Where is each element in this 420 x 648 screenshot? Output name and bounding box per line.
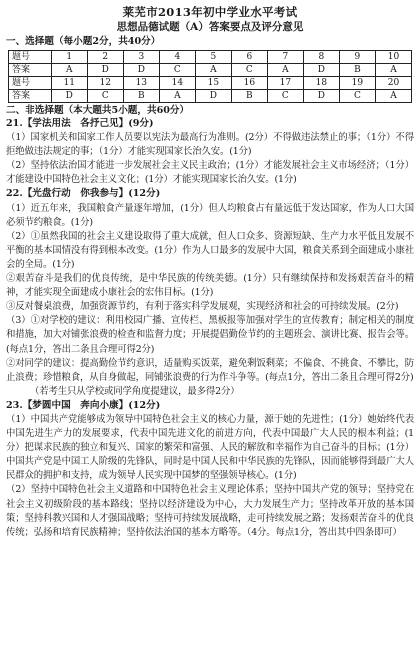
section2-heading: 二、非选择题（本大题共5小题，共60分） xyxy=(6,105,190,116)
row-label: 答案 xyxy=(9,90,52,103)
question-number: 7 xyxy=(267,51,303,64)
answer-row xyxy=(9,64,412,77)
answer-row xyxy=(9,90,412,103)
number-row xyxy=(9,77,412,90)
answer-cell: A xyxy=(159,90,195,103)
exam-title: 莱芜市2013年初中学业水平考试 xyxy=(122,5,298,19)
question-number: 12 xyxy=(87,77,123,90)
answer-cell: C xyxy=(339,90,375,103)
question-number: 20 xyxy=(375,77,411,90)
question-number: 18 xyxy=(303,77,339,90)
answer-cell: A xyxy=(267,64,303,77)
answer-cell: A xyxy=(195,64,231,77)
answer-cell: C xyxy=(87,90,123,103)
section1-heading: 一、选择题（每小题2分，共40分） xyxy=(6,36,161,47)
answer-cell: B xyxy=(123,90,159,103)
answer-cell: A xyxy=(51,64,87,77)
question-number: 1 xyxy=(51,51,87,64)
q23-heading: 23.【梦圆中国 奔向小康】(12分) xyxy=(6,399,161,411)
q22-answer-3: ②艰苦奋斗是我们的优良传统，是中华民族的传统美德。(1分）只有继续保持和发扬艰苦奋斗的精神，才能实现全面建成小康社会的宏伟目标。(1分) xyxy=(6,273,414,299)
answer-cell: C xyxy=(231,64,267,77)
q22-answer-2: （2）①虽然我国的社会主义建设取得了重大成就，但人口众多、资源短缺、生产力水平低且发展不平衡的基本国情没有得到根本改变。(1分）作为人口最多的发展中大国，粮食关系到全面建成小康社会的全局。(1分) xyxy=(6,230,414,270)
question-number: 14 xyxy=(159,77,195,90)
q21-answer-1: （1）国家机关和国家工作人员要以宪法为最高行为准则。(2分）不得做违法禁止的事；（1分）不得拒绝做违法规定的事；（1分）才能实现国家长治久安。(1分) xyxy=(6,132,414,158)
question-number: 8 xyxy=(303,51,339,64)
answer-cell: D xyxy=(87,64,123,77)
question-number: 10 xyxy=(375,51,411,64)
answer-table xyxy=(8,50,412,103)
question-number: 13 xyxy=(123,77,159,90)
q22-answer-6: ②对同学的建议：提高勤俭节约意识，适量购买饭菜，避免剩饭剩菜；不偏食、不挑食、不攀比，防止浪费；珍惜粮食，从自身做起，同铺张浪费的行为作斗争等。(每点1分，答出二条且合理可得2分) xyxy=(6,357,414,383)
answer-cell: D xyxy=(195,90,231,103)
exam-subtitle: 思想品德试题（A）答案要点及评分意见 xyxy=(116,21,304,33)
q21-answer-2: （2）坚持依法治国才能进一步发展社会主义民主政治；(1分）才能发展社会主义市场经济；（1分）才能建设中国特色社会主义文化；(1分）才能实现国家长治久安。(1分) xyxy=(6,160,414,186)
question-number: 11 xyxy=(51,77,87,90)
question-number: 9 xyxy=(339,51,375,64)
q21-heading: 21.【学法用法 各抒己见】(9分) xyxy=(6,118,154,129)
row-label: 题号 xyxy=(9,51,52,64)
answer-cell: D xyxy=(51,90,87,103)
answer-cell: D xyxy=(303,90,339,103)
answer-cell: D xyxy=(123,64,159,77)
question-number: 17 xyxy=(267,77,303,90)
q22-answer-4: ③反对餐桌浪费，加强资源节约，有利于落实科学发展观，实现经济和社会的可持续发展。(2分) xyxy=(6,301,399,313)
answer-cell: B xyxy=(339,64,375,77)
question-number: 15 xyxy=(195,77,231,90)
question-number: 19 xyxy=(339,77,375,90)
q22-answer-5: （3）①对学校的建议：利用校园广播、宣传栏、黑板报等加强对学生的宣传教育；制定相关的制度和措施，加大对铺张浪费的检查和监督力度；开展提倡勤俭节约的主题班会、演讲比赛、报告会等。(每点1分，答出二条且合理可得2分) xyxy=(6,315,414,355)
row-label: 答案 xyxy=(9,64,52,77)
answer-cell: C xyxy=(159,64,195,77)
q22-answer-1: （1）近五年来，我国粮食产量逐年增加，(1分）但人均粮食占有量远低于发达国家，作为人口大国必须节约粮食。(1分) xyxy=(6,202,414,228)
question-number: 2 xyxy=(87,51,123,64)
question-number: 6 xyxy=(231,51,267,64)
q22-heading: 22.【光盘行动 你我参与】(12分) xyxy=(6,188,161,200)
question-number: 4 xyxy=(159,51,195,64)
answer-key-page xyxy=(6,0,414,540)
q22-note: （若考生只从学校或同学角度提建议，最多得2分） xyxy=(30,385,240,397)
q23-answer-2: （2）坚持中国特色社会主义道路和中国特色社会主义理论体系；坚持中国共产党的领导；坚持党在社会主义初级阶段的基本路线；坚持以经济建设为中心，大力发展生产力；坚持改革开放的基本国策；坚持科教兴国和人才强国战略；坚持可持续发展战略，走可持续发展之路；发扬艰苦奋斗的优良传统；弘扬和培育民族精神；坚持依法治国的基本方略等。（4分。每点1分，答出其中四条即可） xyxy=(6,484,414,538)
question-number: 3 xyxy=(123,51,159,64)
answer-cell: B xyxy=(231,90,267,103)
q23-answer-1: （1）中国共产党能够成为领导中国特色社会主义的核心力量，源于她的先进性；(1分）她始终代表中国先进生产力的发展要求，代表中国先进文化的前进方向，代表中国最广大人民的根本利益；(1分）把谋求民族的独立和复兴、国家的繁荣和富强、人民的解放和幸福作为自己奋斗的目标；(1分）中国共产党是中国工人阶级的先锋队，同时是中国人民和中华民族的先锋队，因而能够得到最广大人民群众的拥护和支持，成为领导人民实现中国梦的坚强领导核心。(1分) xyxy=(6,413,414,482)
answer-cell: C xyxy=(267,90,303,103)
question-number: 5 xyxy=(195,51,231,64)
answer-cell: D xyxy=(303,64,339,77)
row-label: 题号 xyxy=(9,77,52,90)
question-number: 16 xyxy=(231,77,267,90)
number-row xyxy=(9,51,412,64)
answer-cell: A xyxy=(375,64,411,77)
answer-cell: A xyxy=(375,90,411,103)
